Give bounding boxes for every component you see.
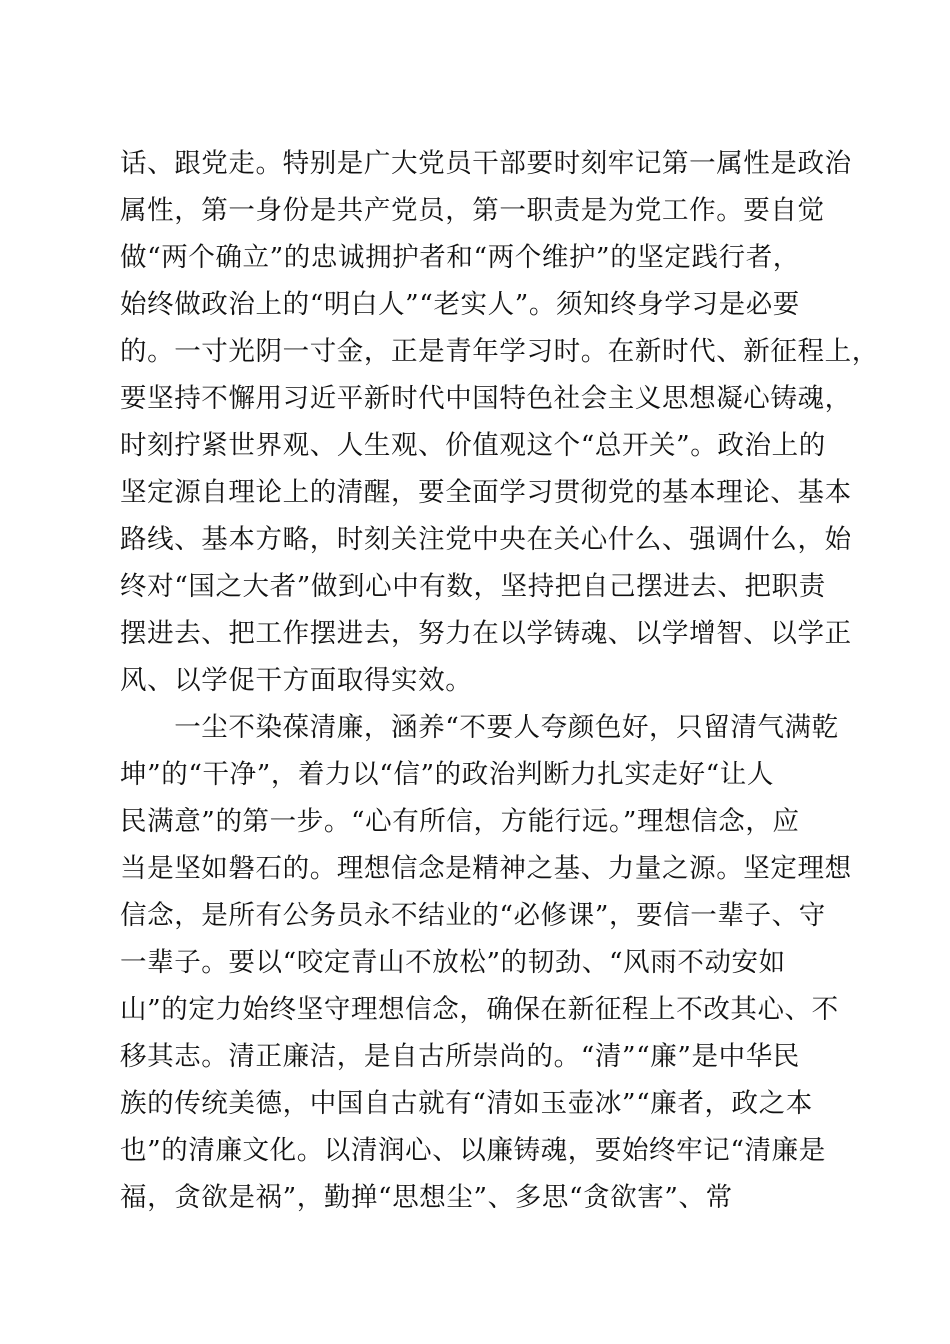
text-line: 坚定源自理论上的清醒，要全面学习贯彻党的基本理论、基本 xyxy=(120,477,852,508)
paragraph-1 xyxy=(120,140,879,704)
text-line: 移其志。清正廉洁，是自古所崇尚的。“清”“廉”是中华民 xyxy=(120,1041,800,1072)
text-line: 风、以学促干方面取得实效。 xyxy=(120,665,473,696)
text-line: 信念，是所有公务员永不结业的“必修课”，要信一辈子、守 xyxy=(120,900,826,931)
text-line: 始终做政治上的“明白人”“老实人”。须知终身学习是必要 xyxy=(120,289,800,320)
text-line: 话、跟党走。特别是广大党员干部要时刻牢记第一属性是政治 xyxy=(120,148,852,179)
text-line: 的。一寸光阴一寸金，正是青年学习时。在新时代、新征程上， xyxy=(120,336,879,367)
text-line: 一辈子。要以“咬定青山不放松”的韧劲、“风雨不动安如 xyxy=(120,947,786,978)
text-line: 摆进去、把工作摆进去，努力在以学铸魂、以学增智、以学正 xyxy=(120,618,852,649)
text-line: 坤”的“干净”，着力以“信”的政治判断力扎实走好“让人 xyxy=(120,759,774,790)
text-line: 一尘不染葆清廉，涵养“不要人夸颜色好，只留清气满乾 xyxy=(120,712,839,743)
text-line: 族的传统美德，中国自古就有“清如玉壶冰”“廉者，政之本 xyxy=(120,1088,813,1119)
text-line: 民满意”的第一步。“心有所信，方能行远。”理想信念，应 xyxy=(120,806,800,837)
text-line: 也”的清廉文化。以清润心、以廉铸魂，要始终牢记“清廉是 xyxy=(120,1135,826,1166)
text-line: 当是坚如磐石的。理想信念是精神之基、力量之源。坚定理想 xyxy=(120,853,852,884)
text-line: 要坚持不懈用习近平新时代中国特色社会主义思想凝心铸魂， xyxy=(120,383,852,414)
paragraph-2 xyxy=(120,704,852,1221)
text-line: 终对“国之大者”做到心中有数，坚持把自己摆进去、把职责 xyxy=(120,571,826,602)
text-line: 路线、基本方略，时刻关注党中央在关心什么、强调什么，始 xyxy=(120,524,852,555)
text-line: 山”的定力始终坚守理想信念，确保在新征程上不改其心、不 xyxy=(120,994,839,1025)
text-line: 做“两个确立”的忠诚拥护者和“两个维护”的坚定践行者， xyxy=(120,242,800,273)
text-line: 属性，第一身份是共产党员，第一职责是为党工作。要自觉 xyxy=(120,195,825,226)
text-line: 时刻拧紧世界观、人生观、价值观这个“总开关”。政治上的 xyxy=(120,430,826,461)
text-line: 福，贪欲是祸”，勤掸“思想尘”、多思“贪欲害”、常 xyxy=(120,1182,733,1213)
body-text xyxy=(120,140,879,1221)
